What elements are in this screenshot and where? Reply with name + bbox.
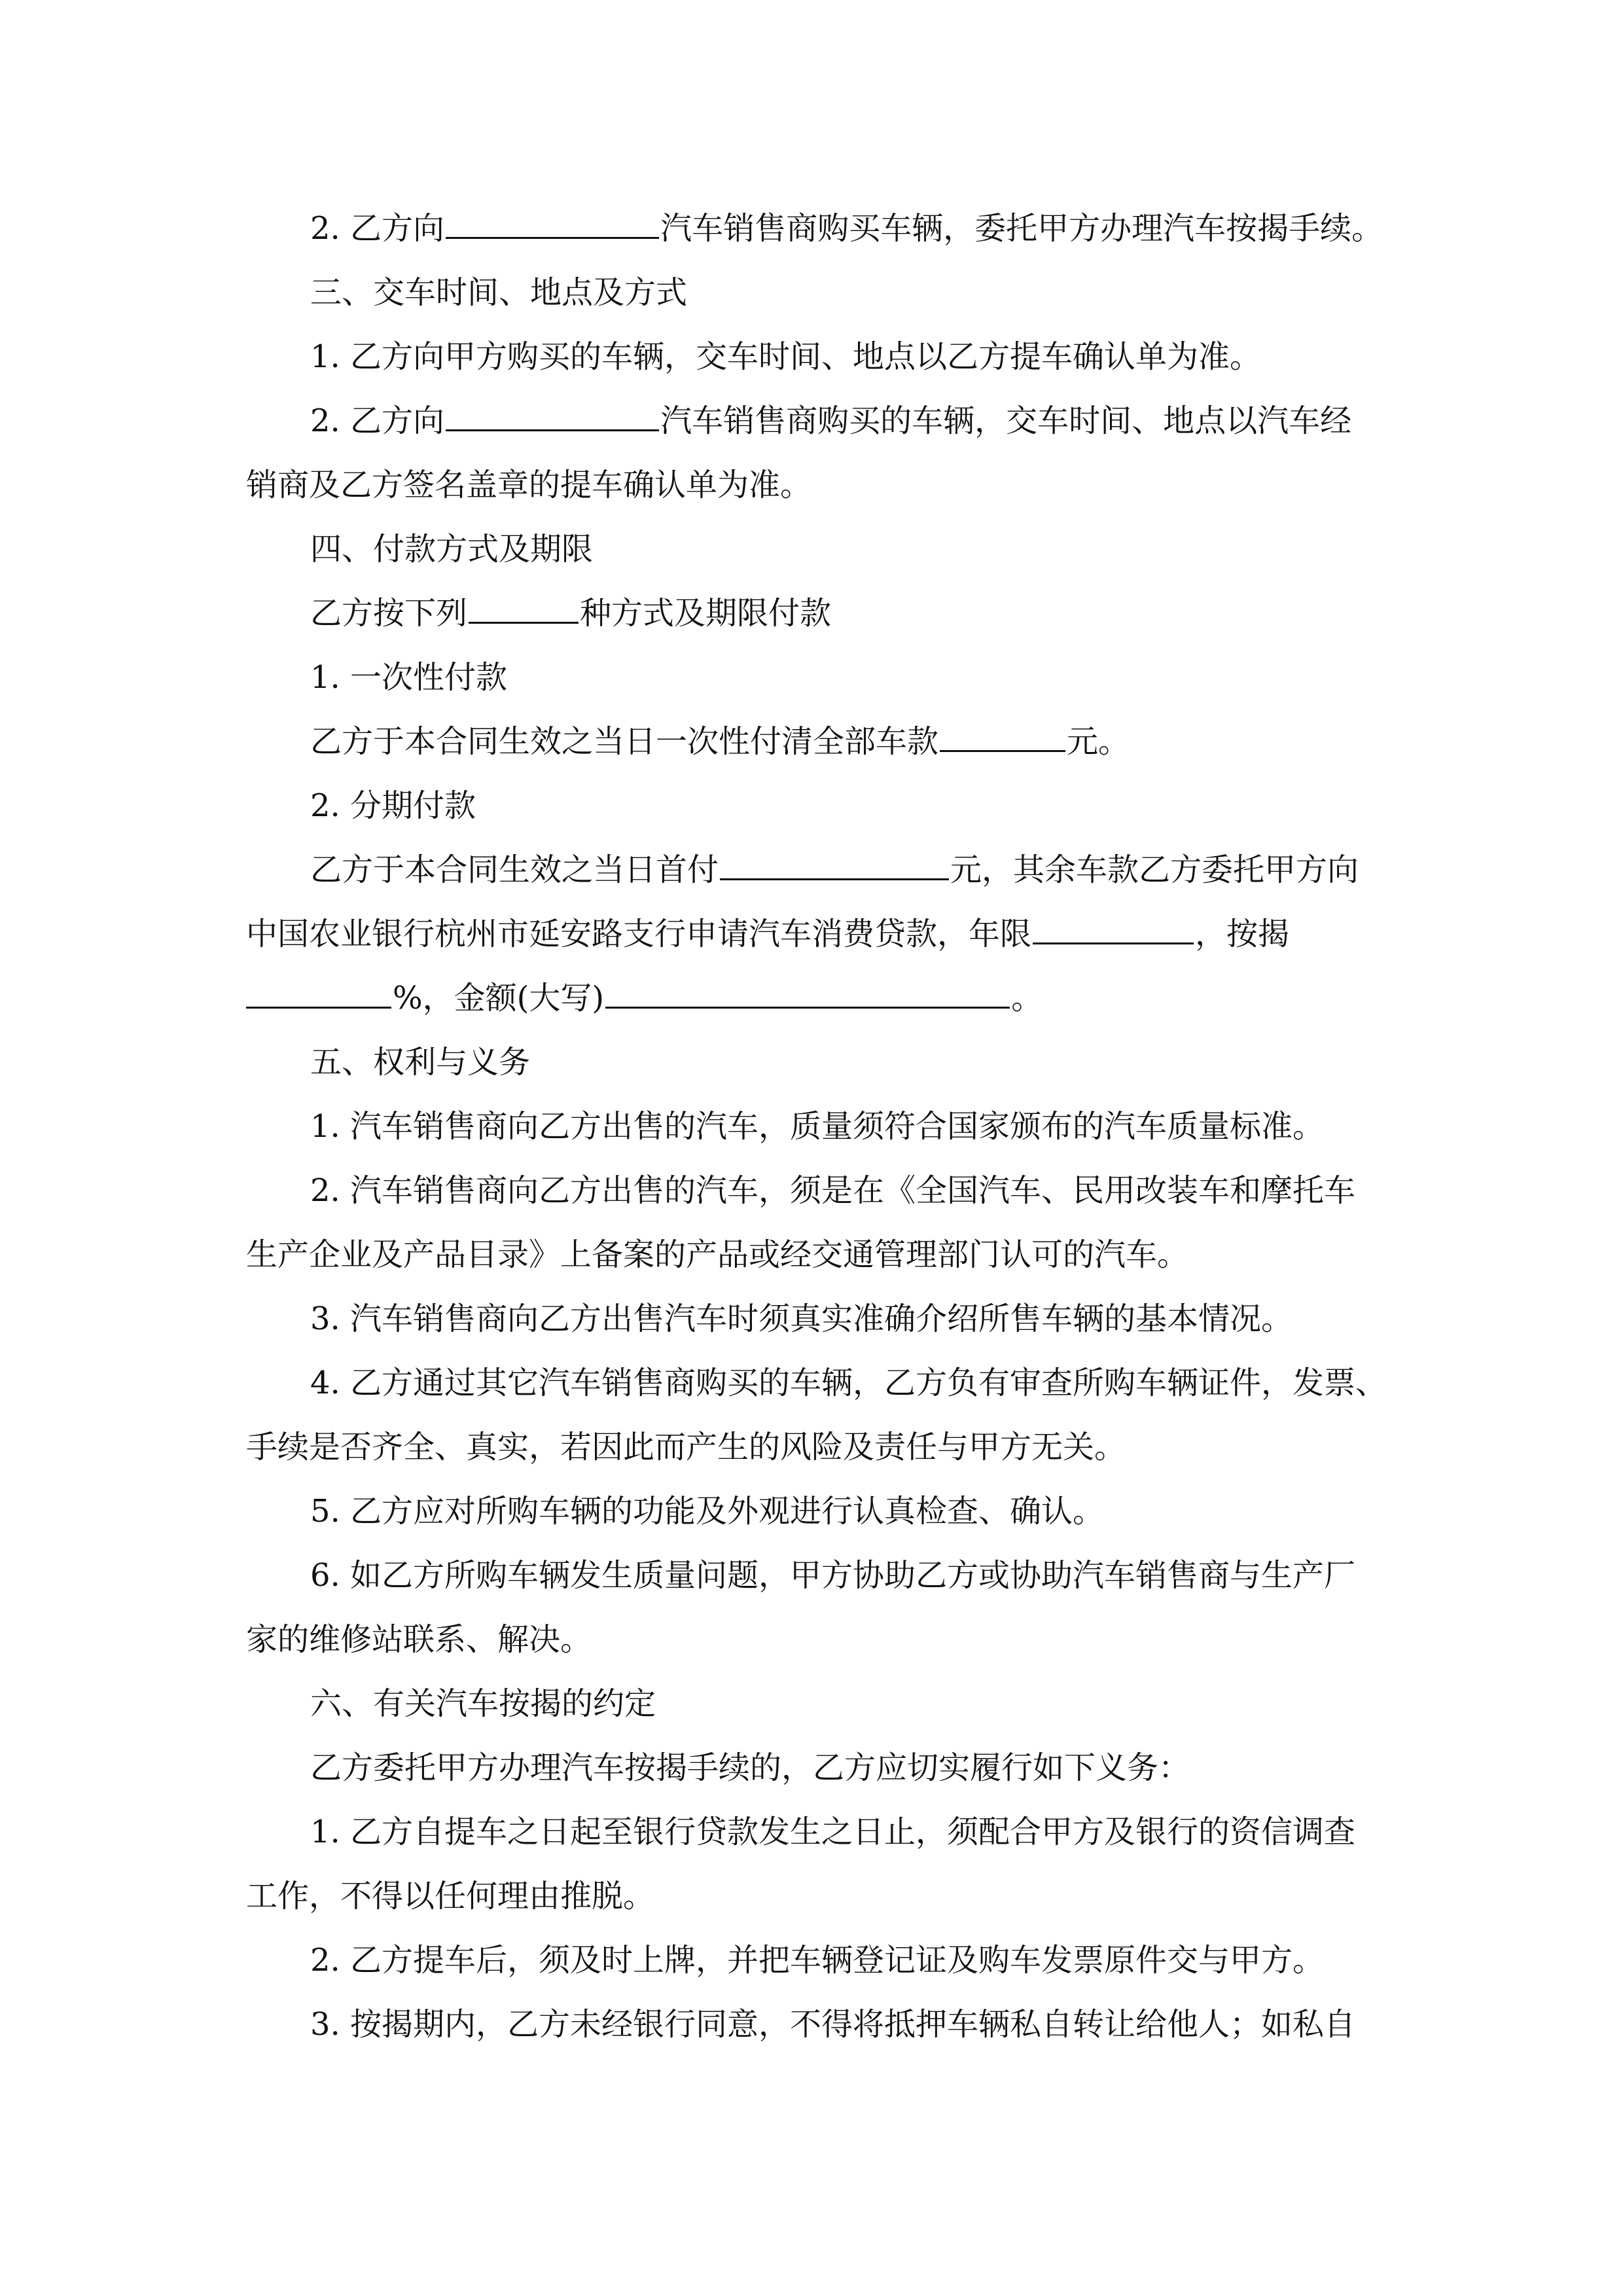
document-body bbox=[246, 196, 1387, 2056]
text: 汽车销售商购买的车辆，交车时间、地点以汽车经 bbox=[660, 403, 1352, 439]
delivery-clause-1: 1. 乙方向甲方购买的车辆，交车时间、地点以乙方提车确认单为准。 bbox=[310, 338, 1262, 375]
payment-option-2-text-cont2 bbox=[246, 966, 1378, 1030]
rights-clause-1: 1. 汽车销售商向乙方出售的汽车，质量须符合国家颁布的汽车质量标准。 bbox=[310, 1108, 1325, 1145]
mortgage-clause-3: 3. 按揭期内，乙方未经银行同意，不得将抵押车辆私自转让给他人；如私自 bbox=[310, 2006, 1356, 2043]
payment-option-2-text bbox=[246, 838, 1378, 902]
text: 乙方于本合同生效之当日首付 bbox=[310, 852, 719, 888]
blank-line bbox=[469, 600, 579, 624]
blank-line bbox=[1033, 920, 1194, 944]
payment-option-2-text-cont bbox=[246, 902, 1378, 966]
blank-line bbox=[446, 215, 659, 239]
text: 。 bbox=[1011, 980, 1043, 1016]
text: 元，其余车款乙方委托甲方向 bbox=[950, 852, 1359, 888]
text: 元。 bbox=[1067, 723, 1130, 760]
text: %，金额(大写) bbox=[393, 980, 605, 1016]
rights-clause-2: 2. 汽车销售商向乙方出售的汽车，须是在《全国汽车、民用改装车和摩托车 bbox=[310, 1172, 1356, 1209]
payment-option-2-heading: 2. 分期付款 bbox=[310, 787, 476, 824]
payment-option-1-text bbox=[246, 709, 1378, 774]
section-heading-mortgage: 六、有关汽车按揭的约定 bbox=[310, 1685, 656, 1722]
delivery-clause-2-cont: 销商及乙方签名盖章的提车确认单为准。 bbox=[246, 467, 812, 503]
text: 种方式及期限付款 bbox=[580, 595, 832, 632]
payment-option-1-heading: 1. 一次性付款 bbox=[310, 659, 508, 696]
mortgage-intro: 乙方委托甲方办理汽车按揭手续的，乙方应切实履行如下义务： bbox=[310, 1749, 1190, 1786]
text: ，按揭 bbox=[1195, 916, 1290, 952]
rights-clause-3: 3. 汽车销售商向乙方出售汽车时须真实准确介绍所售车辆的基本情况。 bbox=[310, 1300, 1293, 1337]
rights-clause-4-cont: 手续是否齐全、真实，若因此而产生的风险及责任与甲方无关。 bbox=[246, 1429, 1126, 1465]
text: 2. 乙方向 bbox=[310, 210, 445, 247]
section-heading-rights: 五、权利与义务 bbox=[310, 1044, 531, 1081]
rights-clause-6-cont: 家的维修站联系、解决。 bbox=[246, 1621, 592, 1658]
text: 乙方按下列 bbox=[310, 595, 468, 632]
mortgage-clause-1-cont: 工作，不得以任何理由推脱。 bbox=[246, 1878, 655, 1914]
blank-line bbox=[940, 728, 1065, 752]
text: 2. 乙方向 bbox=[310, 403, 445, 439]
section-heading-payment: 四、付款方式及期限 bbox=[310, 531, 594, 567]
text: 乙方于本合同生效之当日一次性付清全部车款 bbox=[310, 723, 939, 760]
rights-clause-4: 4. 乙方通过其它汽车销售商购买的车辆，乙方负有审查所购车辆证件，发票、 bbox=[310, 1365, 1387, 1401]
rights-clause-6: 6. 如乙方所购车辆发生质量问题，甲方协助乙方或协助汽车销售商与生产厂 bbox=[310, 1557, 1356, 1594]
delivery-clause-2 bbox=[246, 389, 1378, 453]
mortgage-clause-2: 2. 乙方提车后，须及时上牌，并把车辆登记证及购车发票原件交与甲方。 bbox=[310, 1942, 1325, 1979]
blank-line bbox=[720, 856, 949, 880]
clause-2-dealer-purchase bbox=[246, 196, 1383, 260]
section-heading-delivery: 三、交车时间、地点及方式 bbox=[310, 274, 688, 311]
blank-line bbox=[605, 984, 1010, 1009]
rights-clause-5: 5. 乙方应对所购车辆的功能及外观进行认真检查、确认。 bbox=[310, 1493, 1105, 1530]
rights-clause-2-cont: 生产企业及产品目录》上备案的产品或经交通管理部门认可的汽车。 bbox=[246, 1236, 1189, 1273]
payment-intro bbox=[246, 581, 1378, 645]
text: 汽车销售商购买车辆，委托甲方办理汽车按揭手续。 bbox=[660, 210, 1383, 247]
blank-line bbox=[446, 407, 659, 431]
blank-line bbox=[246, 984, 391, 1009]
mortgage-clause-1: 1. 乙方自提车之日起至银行贷款发生之日止，须配合甲方及银行的资信调查 bbox=[310, 1814, 1356, 1850]
text: 中国农业银行杭州市延安路支行申请汽车消费贷款，年限 bbox=[246, 916, 1032, 952]
